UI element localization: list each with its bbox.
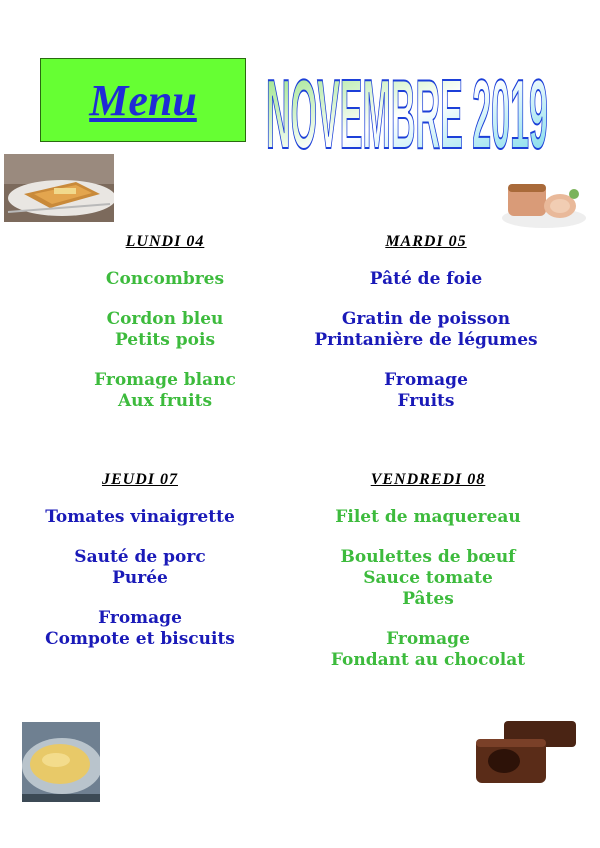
day-heading: JEUDI 07 bbox=[101, 471, 178, 488]
day-heading: MARDI 05 bbox=[385, 233, 467, 250]
day-heading: VENDREDI 08 bbox=[370, 471, 486, 488]
dish: Compote et biscuits bbox=[45, 629, 235, 649]
dish: Sauce tomate bbox=[363, 568, 493, 588]
dish: Fromage bbox=[98, 608, 182, 628]
dish: Fromage blanc bbox=[94, 370, 236, 390]
dish: Cordon bleu bbox=[106, 309, 224, 329]
menu-label-box bbox=[40, 58, 246, 142]
day-friday bbox=[318, 471, 538, 671]
dish: Tomates vinaigrette bbox=[45, 507, 235, 527]
dish: Fromage bbox=[386, 629, 470, 649]
dish: Gratin de poisson bbox=[341, 309, 511, 329]
dish: Printanière de légumes bbox=[314, 330, 538, 350]
menu-label: Menu bbox=[89, 75, 197, 125]
dish: Filet de maquereau bbox=[335, 507, 521, 527]
dish: Sauté de porc bbox=[74, 547, 206, 567]
day-tuesday bbox=[306, 233, 546, 412]
dish: Boulettes de bœuf bbox=[340, 547, 516, 567]
pate-photo bbox=[498, 170, 586, 232]
dish: Fromage bbox=[384, 370, 468, 390]
cordon-bleu-photo bbox=[4, 154, 114, 222]
month-title-text: NOVEMBRE 2019 bbox=[266, 60, 548, 169]
day-heading: LUNDI 04 bbox=[125, 233, 205, 250]
dish: Purée bbox=[112, 568, 168, 588]
dish: Pâté de foie bbox=[369, 269, 483, 289]
dish: Pâtes bbox=[402, 589, 454, 609]
dish: Aux fruits bbox=[117, 391, 213, 411]
puree-photo bbox=[22, 722, 100, 802]
day-monday bbox=[70, 233, 260, 412]
dish: Fondant au chocolat bbox=[330, 650, 526, 670]
month-title bbox=[262, 60, 552, 170]
day-thursday bbox=[30, 471, 250, 650]
dish: Petits pois bbox=[114, 330, 216, 350]
fondant-photo bbox=[470, 717, 578, 795]
dish: Concombres bbox=[105, 269, 225, 289]
dish: Fruits bbox=[397, 391, 455, 411]
